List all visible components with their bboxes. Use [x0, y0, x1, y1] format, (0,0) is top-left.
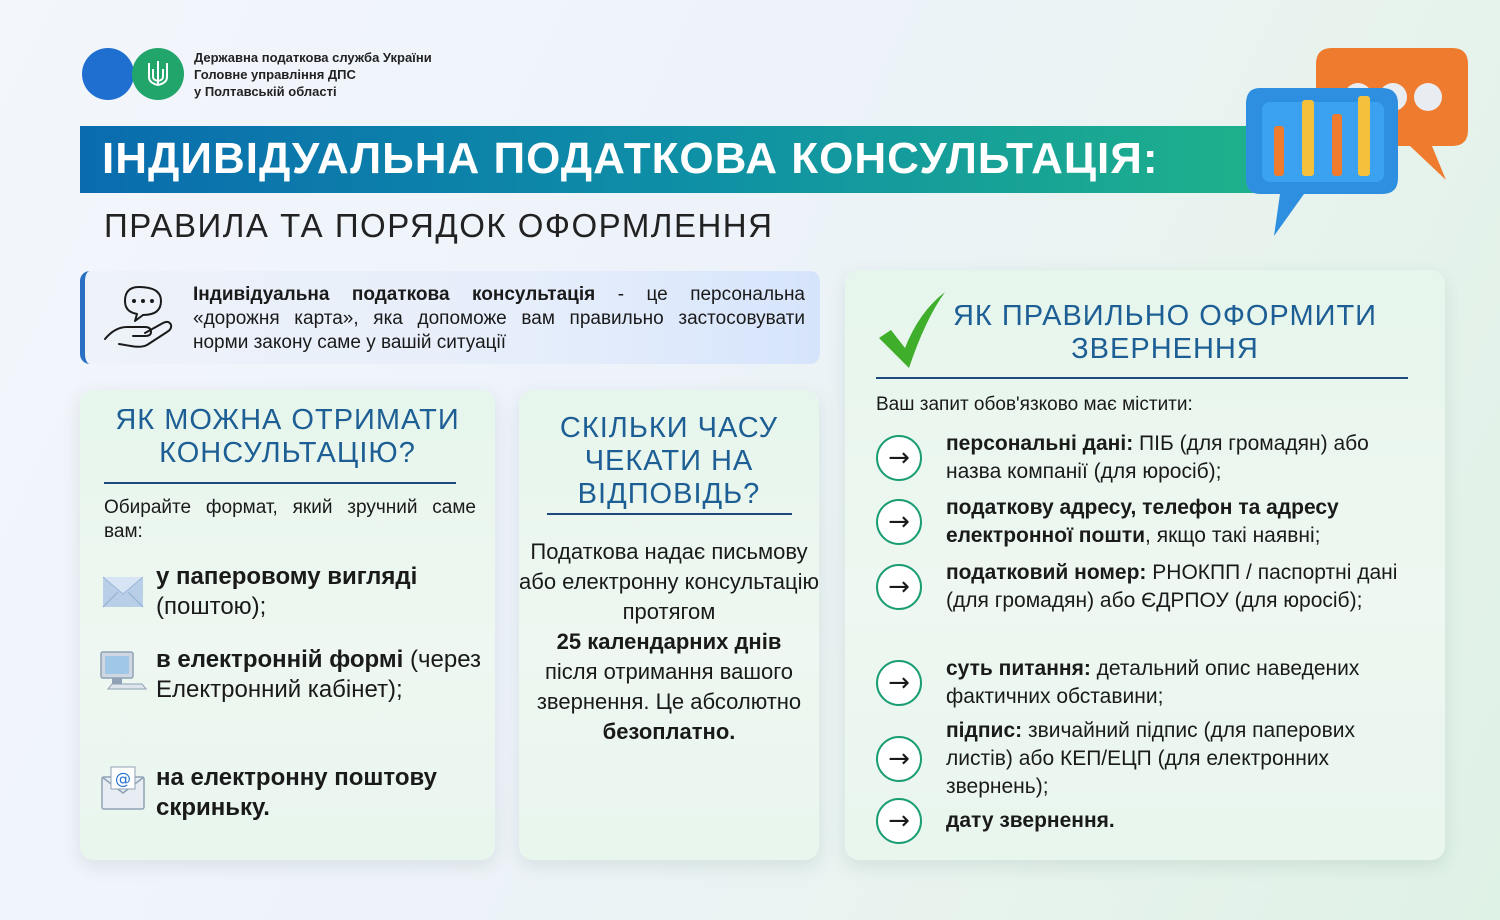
requirement-label: підпис: — [946, 719, 1023, 742]
requirement-detail: , якщо такі наявні; — [1145, 524, 1321, 547]
wait-time-free: безоплатно. — [602, 719, 736, 744]
divider — [104, 482, 456, 484]
format-email — [98, 763, 495, 823]
divider — [876, 377, 1408, 379]
intro-box — [80, 271, 820, 364]
format-paper-note: (поштою); — [156, 593, 267, 620]
format-electronic — [98, 645, 495, 705]
page-subtitle: ПРАВИЛА ТА ПОРЯДОК ОФОРМЛЕННЯ — [104, 207, 774, 244]
how-to-get-card — [80, 390, 495, 860]
divider — [547, 513, 792, 515]
wait-time-card — [519, 390, 819, 860]
requirement-item — [876, 430, 1426, 486]
requirement-item — [876, 559, 1426, 615]
requirement-item — [876, 494, 1426, 550]
requirements-intro: Ваш запит обов'язково має містити: — [876, 394, 1193, 415]
requirement-item — [876, 717, 1426, 801]
page-title: ІНДИВІДУАЛЬНА ПОДАТКОВА КОНСУЛЬТАЦІЯ: — [102, 134, 1159, 183]
chat-chart-icon — [1240, 40, 1480, 240]
requirement-detail: РНОКПП / паспортні дані (для громадян) або ЄДРПОУ (для юросіб); — [946, 561, 1398, 612]
org-line-2: Головне управління ДПС — [194, 66, 356, 82]
title-band — [80, 126, 1280, 193]
wait-time-text-2: після отримання вашого звернення. Це абсолютно — [536, 659, 802, 714]
computer-icon — [98, 645, 148, 695]
how-to-get-title: ЯК МОЖНА ОТРИМАТИ КОНСУЛЬТАЦІЮ? — [115, 404, 460, 469]
arrow-right-icon: → — [876, 736, 922, 782]
format-paper-label: у паперовому вигляді — [156, 563, 418, 590]
format-electronic-label: в електронній формі — [156, 646, 404, 673]
intro-text — [193, 283, 805, 355]
requirement-label: податковий номер: — [946, 561, 1147, 584]
requirement-detail: детальний опис наведених фактичних обставини; — [946, 657, 1360, 708]
requirement-label: дату звернення. — [946, 809, 1115, 832]
requirement-item — [876, 798, 1426, 844]
org-line-3: у Полтавській області — [194, 83, 337, 99]
arrow-right-icon: → — [876, 564, 922, 610]
requirement-label: персональні дані: — [946, 432, 1134, 455]
envelope-icon — [98, 562, 148, 612]
trident-icon — [132, 48, 184, 100]
requirements-card — [845, 270, 1445, 860]
wait-time-title: СКІЛЬКИ ЧАСУ ЧЕКАТИ НА ВІДПОВІДЬ? — [559, 412, 779, 510]
svg-text:@: @ — [115, 769, 131, 788]
email-icon — [98, 763, 148, 813]
wait-time-days: 25 календарних днів — [556, 629, 782, 654]
requirement-detail: звичайний підпис (для паперових листів) або КЕП/ЕЦП (для електронних звернень); — [946, 719, 1355, 798]
format-paper — [98, 562, 495, 622]
checkmark-icon — [875, 290, 949, 370]
arrow-right-icon: → — [876, 499, 922, 545]
arrow-right-icon: → — [876, 660, 922, 706]
intro-definition: - це персональна «дорожня карта», яка допоможе вам правильно застосовувати норми закону саме у вашій ситуації — [193, 284, 805, 353]
requirement-item — [876, 655, 1426, 711]
requirement-detail: ПІБ (для громадян) або назва компанії (для юросіб); — [946, 432, 1369, 483]
requirement-label: податкову адресу, телефон та адресу електронної пошти — [946, 496, 1339, 547]
format-email-label: на електронну поштову скриньку. — [156, 764, 437, 821]
org-line-1: Державна податкова служба України — [194, 49, 432, 65]
org-logo — [82, 48, 432, 100]
arrow-right-icon: → — [876, 798, 922, 844]
wait-time-text-1: Податкова надає письмову або електронну консультацію протягом — [519, 539, 819, 624]
requirements-title: ЯК ПРАВИЛЬНО ОФОРМИТИ ЗВЕРНЕННЯ — [952, 300, 1378, 365]
format-electronic-note: (через Електронний кабінет); — [156, 646, 482, 703]
requirement-label: суть питання: — [946, 657, 1091, 680]
logo-blue-circle — [82, 48, 134, 100]
wait-time-text — [519, 537, 819, 747]
org-name — [194, 49, 432, 100]
intro-term: Індивідуальна податкова консультація — [193, 284, 596, 305]
arrow-right-icon: → — [876, 435, 922, 481]
hand-chat-icon — [101, 283, 181, 349]
how-to-get-intro: Обирайте формат, який зручний саме вам: — [104, 497, 476, 542]
